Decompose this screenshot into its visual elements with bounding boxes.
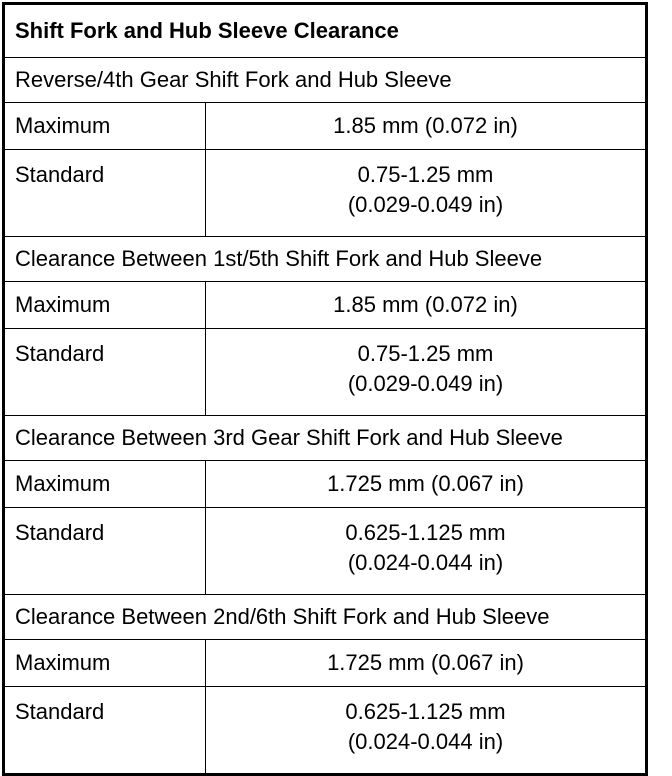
standard-value-imperial: (0.029-0.049 in)	[347, 371, 504, 396]
maximum-value: 1.725 mm (0.067 in)	[206, 461, 647, 508]
standard-value-imperial: (0.029-0.049 in)	[347, 192, 504, 217]
standard-row	[4, 687, 647, 775]
maximum-row	[4, 282, 647, 329]
standard-row	[4, 508, 647, 595]
maximum-row	[4, 461, 647, 508]
section-heading-row	[4, 58, 647, 103]
standard-label: Standard	[4, 150, 206, 237]
standard-label: Standard	[4, 329, 206, 416]
standard-value	[206, 150, 647, 237]
maximum-row	[4, 640, 647, 687]
standard-value-metric: 0.75-1.25 mm	[357, 341, 494, 366]
standard-row	[4, 150, 647, 237]
maximum-value: 1.725 mm (0.067 in)	[206, 640, 647, 687]
maximum-label: Maximum	[4, 640, 206, 687]
standard-label: Standard	[4, 687, 206, 775]
maximum-value: 1.85 mm (0.072 in)	[206, 103, 647, 150]
maximum-label: Maximum	[4, 282, 206, 329]
standard-value-metric: 0.625-1.125 mm	[345, 520, 506, 545]
section-heading: Reverse/4th Gear Shift Fork and Hub Sleeve	[4, 58, 647, 103]
section-heading-row	[4, 237, 647, 282]
section-heading: Clearance Between 2nd/6th Shift Fork and Hub Sleeve	[4, 595, 647, 640]
standard-value-metric: 0.75-1.25 mm	[357, 162, 494, 187]
standard-row	[4, 329, 647, 416]
section-heading-row	[4, 595, 647, 640]
standard-label: Standard	[4, 508, 206, 595]
table-title-row	[4, 4, 647, 58]
table-title: Shift Fork and Hub Sleeve Clearance	[4, 4, 647, 58]
section-heading: Clearance Between 3rd Gear Shift Fork and Hub Sleeve	[4, 416, 647, 461]
standard-value-metric: 0.625-1.125 mm	[345, 699, 506, 724]
standard-value-imperial: (0.024-0.044 in)	[347, 550, 504, 575]
standard-value-imperial: (0.024-0.044 in)	[347, 729, 504, 754]
section-heading-row	[4, 416, 647, 461]
standard-value	[206, 687, 647, 775]
standard-value	[206, 508, 647, 595]
maximum-label: Maximum	[4, 461, 206, 508]
standard-value	[206, 329, 647, 416]
maximum-value: 1.85 mm (0.072 in)	[206, 282, 647, 329]
section-heading: Clearance Between 1st/5th Shift Fork and Hub Sleeve	[4, 237, 647, 282]
clearance-spec-table	[2, 2, 648, 776]
maximum-label: Maximum	[4, 103, 206, 150]
maximum-row	[4, 103, 647, 150]
